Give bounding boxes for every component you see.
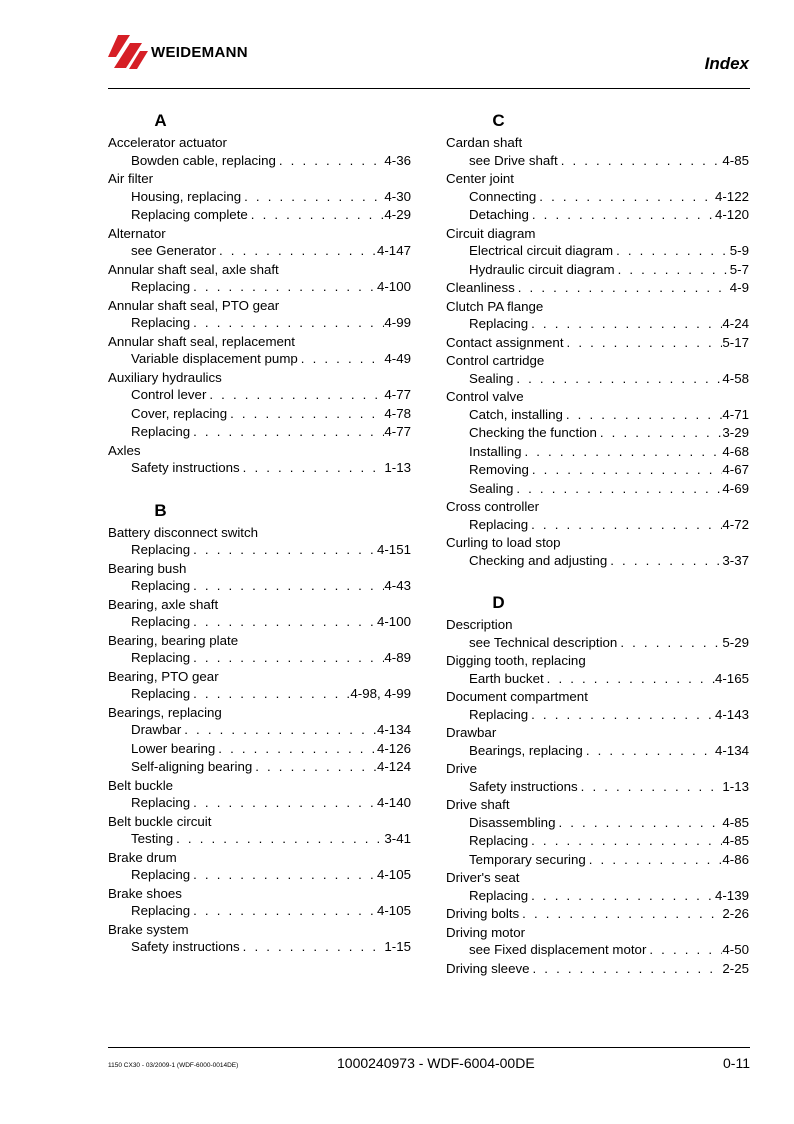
index-section bbox=[446, 108, 749, 570]
entry-term: Belt buckle bbox=[108, 777, 174, 793]
brand-name: WEIDEMANN bbox=[151, 44, 248, 61]
page-reference: 4-49 bbox=[384, 351, 411, 366]
entry-term: Driving motor bbox=[446, 924, 526, 940]
entry-term: Brake drum bbox=[108, 849, 177, 865]
page-reference: 4-58 bbox=[722, 370, 749, 386]
dot-leader bbox=[190, 794, 377, 813]
dot-leader bbox=[528, 887, 715, 906]
page-title: Index bbox=[704, 54, 749, 73]
sub-entry-term: Sealing bbox=[469, 370, 514, 386]
sub-entry-term: Replacing bbox=[469, 887, 529, 903]
page-reference: 4-165 bbox=[714, 670, 749, 686]
dot-leader bbox=[241, 188, 384, 207]
sub-entry-term: see Generator bbox=[131, 243, 217, 258]
entry-term: Bearing, PTO gear bbox=[108, 668, 219, 684]
page-reference: 5-29 bbox=[722, 634, 749, 650]
index-entry bbox=[108, 134, 411, 170]
dot-leader bbox=[529, 206, 715, 225]
dot-leader bbox=[528, 832, 722, 851]
sub-entry-term: Disassembling bbox=[469, 814, 556, 830]
sub-entry bbox=[108, 386, 411, 405]
sub-entry bbox=[446, 152, 749, 171]
sub-entry-term: Safety instructions bbox=[469, 778, 578, 794]
index-entry bbox=[108, 297, 411, 333]
page-reference: 5-7 bbox=[729, 261, 749, 277]
entry-term: Annular shaft seal, axle shaft bbox=[108, 261, 279, 277]
entry-term: Air filter bbox=[108, 171, 154, 186]
weidemann-logo-mark-icon bbox=[108, 34, 148, 74]
entry-term: Driving bolts bbox=[446, 906, 520, 921]
dot-leader bbox=[190, 866, 377, 885]
entry-term: Bearing, bearing plate bbox=[108, 632, 239, 648]
sub-entry bbox=[446, 480, 749, 499]
page-reference: 5-9 bbox=[729, 243, 749, 258]
index-entry bbox=[446, 388, 749, 498]
sub-entry bbox=[108, 685, 411, 704]
index-entry bbox=[446, 688, 749, 724]
dot-leader bbox=[646, 941, 722, 960]
sub-entry bbox=[446, 832, 749, 851]
index-entry bbox=[108, 596, 411, 632]
page-reference: 4-69 bbox=[722, 480, 749, 496]
index-entry bbox=[446, 134, 749, 170]
entry-term: Bearings, replacing bbox=[108, 704, 222, 720]
entry-term: Circuit diagram bbox=[446, 225, 536, 241]
sub-entry-term: Removing bbox=[469, 462, 529, 477]
sub-entry bbox=[446, 370, 749, 389]
sub-entry-term: Variable displacement pump bbox=[131, 351, 298, 366]
page-reference: 2-25 bbox=[722, 960, 749, 976]
page-reference: 4-105 bbox=[376, 903, 411, 918]
sub-entry bbox=[108, 902, 411, 921]
dot-leader bbox=[190, 613, 377, 632]
dot-leader bbox=[190, 423, 384, 442]
entry-term: Accelerator actuator bbox=[108, 135, 227, 150]
sub-entry-term: Replacing bbox=[131, 542, 191, 557]
index-entry bbox=[108, 704, 411, 777]
index-entry bbox=[108, 261, 411, 297]
page-reference: 4-36 bbox=[384, 152, 411, 168]
dot-leader bbox=[519, 905, 722, 924]
page-reference: 1-13 bbox=[722, 778, 749, 794]
page-reference: 3-41 bbox=[384, 831, 411, 846]
sub-entry bbox=[446, 261, 749, 280]
sub-entry bbox=[446, 315, 749, 334]
sub-entry-term: Replacing bbox=[469, 706, 529, 722]
sub-entry bbox=[108, 350, 411, 369]
entry-term: Drive shaft bbox=[446, 797, 510, 812]
page-reference: 1-15 bbox=[384, 939, 411, 954]
dot-leader bbox=[615, 261, 730, 280]
index-entry bbox=[446, 170, 749, 225]
index-entry bbox=[108, 333, 411, 369]
entry-term: Curling to load stop bbox=[446, 535, 561, 550]
page-reference: 4-143 bbox=[714, 706, 749, 722]
index-section bbox=[108, 498, 411, 957]
sub-entry-term: Replacing bbox=[131, 424, 191, 439]
page-reference: 4-99 bbox=[384, 315, 411, 330]
sub-entry-term: Replacing bbox=[469, 516, 529, 532]
dot-leader bbox=[555, 814, 722, 833]
sub-entry-term: Safety instructions bbox=[131, 460, 240, 475]
page-reference: 4-151 bbox=[376, 542, 411, 557]
index-entry bbox=[446, 616, 749, 652]
sub-entry-term: Replacing bbox=[469, 316, 529, 331]
page-reference: 4-100 bbox=[376, 614, 411, 629]
sub-entry bbox=[108, 459, 411, 478]
section-letter: A bbox=[154, 111, 167, 130]
page-reference: 4-134 bbox=[714, 742, 749, 758]
page-reference: 4-105 bbox=[376, 867, 411, 882]
sub-entry bbox=[446, 851, 749, 870]
sub-entry-term: Control lever bbox=[131, 387, 207, 402]
entry-term: Driving sleeve bbox=[446, 960, 530, 976]
entry-term: Digging tooth, replacing bbox=[446, 653, 586, 668]
dot-leader bbox=[528, 706, 715, 725]
page-reference: 4-85 bbox=[722, 814, 749, 830]
sub-entry bbox=[446, 242, 749, 261]
index-entry bbox=[446, 225, 749, 280]
dot-leader bbox=[564, 334, 723, 353]
index-entry bbox=[446, 924, 749, 960]
sub-entry-term: Safety instructions bbox=[131, 939, 240, 954]
sub-entry-term: Replacing bbox=[131, 578, 191, 593]
entry-term: Bearing, axle shaft bbox=[108, 596, 219, 612]
entry-term: Bearing bush bbox=[108, 560, 187, 576]
index-entry bbox=[108, 524, 411, 560]
sub-entry-term: Testing bbox=[131, 831, 174, 846]
dot-leader bbox=[215, 740, 377, 759]
index-entry bbox=[446, 796, 749, 869]
dot-leader bbox=[530, 960, 723, 979]
dot-leader bbox=[190, 541, 377, 560]
dot-leader bbox=[607, 552, 722, 571]
sub-entry bbox=[108, 740, 411, 759]
weidemann-logo bbox=[108, 34, 258, 74]
page-reference: 4-85 bbox=[722, 833, 749, 848]
sub-entry bbox=[108, 577, 411, 596]
dot-leader bbox=[513, 480, 722, 499]
index-entry bbox=[108, 668, 411, 704]
entry-term: Drawbar bbox=[446, 725, 497, 740]
sub-entry bbox=[108, 278, 411, 297]
sub-entry bbox=[108, 721, 411, 740]
index-entry bbox=[108, 170, 411, 225]
dot-leader bbox=[544, 670, 715, 689]
sub-entry-term: Lower bearing bbox=[131, 740, 216, 756]
index-entry bbox=[446, 905, 749, 924]
index-entry bbox=[108, 225, 411, 261]
index-column-left bbox=[108, 108, 411, 957]
index-entry bbox=[446, 960, 749, 979]
dot-leader bbox=[248, 206, 385, 225]
entry-term: Description bbox=[446, 617, 513, 632]
sub-entry bbox=[108, 758, 411, 777]
index-entry bbox=[108, 442, 411, 478]
dot-leader bbox=[190, 314, 384, 333]
entry-term: Brake shoes bbox=[108, 885, 182, 901]
entry-term: Belt buckle circuit bbox=[108, 813, 212, 829]
sub-entry-term: Replacing bbox=[131, 867, 191, 882]
footer-edition: 1150 CX30 - 03/2009-1 (WDF-6000-0014DE) bbox=[108, 1062, 239, 1069]
section-letter: C bbox=[492, 111, 505, 130]
page-reference: 4-24 bbox=[722, 316, 749, 331]
entry-term: Battery disconnect switch bbox=[108, 524, 259, 540]
sub-entry bbox=[108, 649, 411, 668]
sub-entry bbox=[108, 794, 411, 813]
sub-entry-term: Housing, replacing bbox=[131, 188, 242, 204]
index-entry bbox=[108, 560, 411, 596]
page-reference: 4-78 bbox=[384, 405, 411, 421]
footer-document-number: 1000240973 - WDF-6004-00DE bbox=[337, 1055, 535, 1071]
sub-entry-term: Replacing bbox=[131, 315, 191, 330]
page-reference: 3-37 bbox=[722, 552, 749, 568]
index-entry bbox=[446, 534, 749, 570]
index-entry bbox=[446, 498, 749, 534]
footer-divider bbox=[108, 1047, 750, 1048]
dot-leader bbox=[227, 405, 384, 424]
entry-term: Annular shaft seal, replacement bbox=[108, 333, 296, 349]
page-reference: 4-77 bbox=[384, 387, 411, 402]
sub-entry bbox=[108, 314, 411, 333]
sub-entry-term: Checking the function bbox=[469, 425, 597, 440]
page-reference: 5-17 bbox=[722, 334, 749, 350]
dot-leader bbox=[536, 188, 715, 207]
dot-leader bbox=[190, 649, 384, 668]
page-reference: 4-77 bbox=[384, 424, 411, 439]
sub-entry bbox=[446, 634, 749, 653]
sub-entry-term: Sealing bbox=[469, 480, 514, 496]
sub-entry bbox=[446, 188, 749, 207]
sub-entry-term: Temporary securing bbox=[469, 851, 586, 867]
dot-leader bbox=[613, 242, 730, 261]
dot-leader bbox=[515, 279, 730, 298]
sub-entry-term: Connecting bbox=[469, 188, 537, 204]
sub-entry-term: Replacing complete bbox=[131, 207, 248, 222]
page-reference: 4-122 bbox=[714, 188, 749, 204]
page-reference: 4-120 bbox=[714, 207, 749, 222]
section-letter: B bbox=[154, 500, 167, 520]
page-reference: 4-98, 4-99 bbox=[350, 686, 411, 701]
index-entry bbox=[108, 849, 411, 885]
sub-entry bbox=[446, 552, 749, 571]
sub-entry-term: Bearings, replacing bbox=[469, 742, 583, 758]
sub-entry bbox=[108, 866, 411, 885]
sub-entry-term: Checking and adjusting bbox=[469, 552, 608, 568]
page-reference: 1-13 bbox=[384, 460, 411, 475]
entry-term: Annular shaft seal, PTO gear bbox=[108, 297, 280, 313]
page-reference: 4-89 bbox=[384, 650, 411, 665]
page-reference: 4-50 bbox=[722, 942, 749, 957]
page-number: 0-11 bbox=[723, 1055, 750, 1071]
index-entry bbox=[108, 813, 411, 849]
page-reference: 4-9 bbox=[729, 280, 749, 295]
dot-leader bbox=[583, 742, 715, 761]
dot-leader bbox=[181, 721, 377, 740]
sub-entry bbox=[446, 814, 749, 833]
sub-entry-term: Replacing bbox=[131, 279, 191, 294]
header-divider bbox=[108, 88, 750, 89]
sub-entry-term: Replacing bbox=[131, 650, 191, 665]
sub-entry-term: Replacing bbox=[131, 795, 191, 810]
sub-entry-term: Replacing bbox=[469, 833, 529, 848]
page-reference: 4-86 bbox=[722, 851, 749, 867]
dot-leader bbox=[206, 386, 384, 405]
entry-term: Drive bbox=[446, 761, 478, 776]
index-entry bbox=[446, 334, 749, 353]
sub-entry bbox=[446, 461, 749, 480]
sub-entry bbox=[446, 516, 749, 535]
index-entry bbox=[108, 369, 411, 442]
page-reference: 2-26 bbox=[722, 906, 749, 921]
page-reference: 4-100 bbox=[376, 279, 411, 294]
page-reference: 4-68 bbox=[722, 443, 749, 459]
entry-term: Auxiliary hydraulics bbox=[108, 369, 222, 385]
sub-entry bbox=[446, 443, 749, 462]
sub-entry bbox=[446, 424, 749, 443]
dot-leader bbox=[298, 350, 385, 369]
index-entry bbox=[108, 885, 411, 921]
section-letter: D bbox=[492, 593, 505, 612]
sub-entry-term: Catch, installing bbox=[469, 406, 563, 422]
page-reference: 4-139 bbox=[714, 887, 749, 903]
page-reference: 4-134 bbox=[376, 722, 411, 737]
sub-entry-term: see Drive shaft bbox=[469, 152, 558, 168]
index-entry bbox=[446, 352, 749, 388]
index-entry bbox=[446, 724, 749, 760]
sub-entry-term: Replacing bbox=[131, 614, 191, 629]
index-section bbox=[108, 108, 411, 478]
dot-leader bbox=[240, 459, 385, 478]
sub-entry-term: Replacing bbox=[131, 903, 191, 918]
entry-term: Driver's seat bbox=[446, 870, 520, 885]
sub-entry bbox=[108, 938, 411, 957]
dot-leader bbox=[558, 152, 723, 171]
sub-entry-term: Electrical circuit diagram bbox=[469, 243, 614, 258]
page-reference: 4-43 bbox=[384, 578, 411, 593]
sub-entry bbox=[108, 613, 411, 632]
dot-leader bbox=[586, 851, 723, 870]
sub-entry-term: Detaching bbox=[469, 207, 529, 222]
sub-entry-term: Earth bucket bbox=[469, 670, 544, 686]
sub-entry-term: see Fixed displacement motor bbox=[469, 942, 647, 957]
page-reference: 4-124 bbox=[376, 759, 411, 774]
sub-entry bbox=[108, 242, 411, 261]
entry-term: Contact assignment bbox=[446, 334, 564, 350]
dot-leader bbox=[276, 152, 384, 171]
index-entry bbox=[446, 760, 749, 796]
dot-leader bbox=[617, 634, 722, 653]
sub-entry bbox=[108, 188, 411, 207]
dot-leader bbox=[597, 424, 722, 443]
sub-entry bbox=[446, 206, 749, 225]
dot-leader bbox=[216, 242, 377, 261]
dot-leader bbox=[578, 778, 723, 797]
sub-entry bbox=[446, 941, 749, 960]
dot-leader bbox=[173, 830, 384, 849]
index-entry bbox=[446, 279, 749, 298]
entry-term: Control cartridge bbox=[446, 353, 545, 368]
dot-leader bbox=[190, 577, 384, 596]
sub-entry-term: Drawbar bbox=[131, 722, 182, 737]
dot-leader bbox=[528, 516, 722, 535]
sub-entry-term: see Technical description bbox=[469, 634, 618, 650]
entry-term: Axles bbox=[108, 442, 141, 458]
dot-leader bbox=[190, 902, 377, 921]
page-reference: 4-29 bbox=[384, 207, 411, 222]
index-entry bbox=[446, 869, 749, 905]
page-reference: 4-85 bbox=[722, 152, 749, 168]
index-column-right bbox=[446, 108, 749, 978]
dot-leader bbox=[252, 758, 377, 777]
sub-entry bbox=[108, 830, 411, 849]
dot-leader bbox=[521, 443, 722, 462]
entry-term: Cross controller bbox=[446, 499, 540, 514]
dot-leader bbox=[240, 938, 385, 957]
entry-term: Brake system bbox=[108, 921, 189, 937]
index-section bbox=[446, 590, 749, 978]
sub-entry bbox=[108, 423, 411, 442]
index-entry bbox=[108, 632, 411, 668]
page-reference: 4-67 bbox=[722, 462, 749, 477]
index-entry bbox=[446, 652, 749, 688]
entry-term: Alternator bbox=[108, 225, 166, 241]
dot-leader bbox=[190, 685, 350, 704]
sub-entry bbox=[446, 887, 749, 906]
dot-leader bbox=[190, 278, 377, 297]
page-reference: 4-72 bbox=[722, 516, 749, 532]
entry-term: Center joint bbox=[446, 171, 514, 186]
page-reference: 4-126 bbox=[376, 740, 411, 756]
dot-leader bbox=[513, 370, 722, 389]
entry-term: Control valve bbox=[446, 389, 524, 404]
sub-entry bbox=[446, 406, 749, 425]
dot-leader bbox=[529, 461, 723, 480]
entry-term: Document compartment bbox=[446, 689, 588, 704]
entry-term: Clutch PA flange bbox=[446, 298, 544, 314]
page-reference: 4-30 bbox=[384, 188, 411, 204]
dot-leader bbox=[528, 315, 722, 334]
index-entry bbox=[108, 777, 411, 813]
dot-leader bbox=[563, 406, 723, 425]
sub-entry bbox=[108, 405, 411, 424]
page-reference: 4-71 bbox=[722, 406, 749, 422]
sub-entry bbox=[108, 206, 411, 225]
sub-entry-term: Self-aligning bearing bbox=[131, 759, 253, 774]
page-reference: 4-147 bbox=[376, 243, 411, 258]
sub-entry-term: Bowden cable, replacing bbox=[131, 152, 276, 168]
page-header bbox=[0, 0, 794, 95]
sub-entry bbox=[446, 670, 749, 689]
sub-entry-term: Replacing bbox=[131, 686, 191, 701]
sub-entry bbox=[108, 152, 411, 171]
index-entry bbox=[108, 921, 411, 957]
sub-entry bbox=[446, 706, 749, 725]
index-entry bbox=[446, 298, 749, 334]
page-reference: 3-29 bbox=[722, 425, 749, 440]
sub-entry-term: Hydraulic circuit diagram bbox=[469, 261, 615, 277]
sub-entry-term: Installing bbox=[469, 443, 522, 459]
sub-entry bbox=[446, 778, 749, 797]
entry-term: Cleanliness bbox=[446, 280, 515, 295]
page-reference: 4-140 bbox=[376, 795, 411, 810]
entry-term: Cardan shaft bbox=[446, 135, 523, 150]
sub-entry-term: Cover, replacing bbox=[131, 405, 228, 421]
sub-entry bbox=[108, 541, 411, 560]
sub-entry bbox=[446, 742, 749, 761]
